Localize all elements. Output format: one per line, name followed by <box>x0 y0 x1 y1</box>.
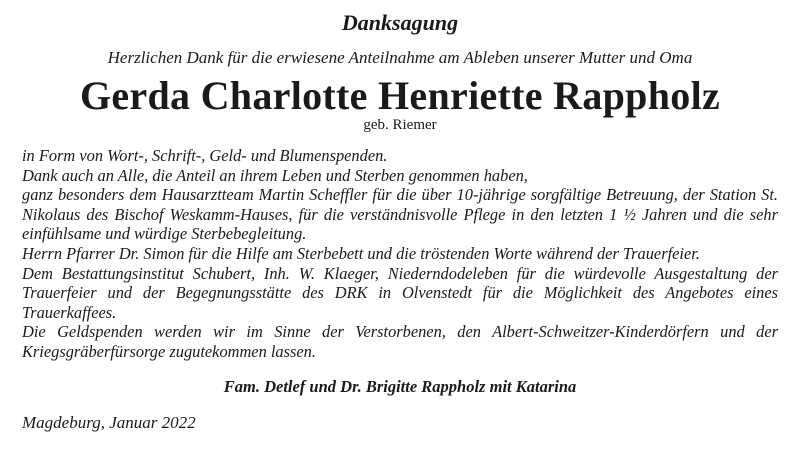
place-and-date: Magdeburg, Januar 2022 <box>22 412 196 432</box>
notice-body <box>22 146 778 362</box>
notice-heading: Danksagung <box>341 10 459 35</box>
body-paragraph: Dem Bestattungsinstitut Schubert, Inh. W. Klaeger, Niederndodeleben für die würdevolle Ausgestaltung der Trauerfeier und der Begegnungsstätte des DRK in Olvenstedt für die Möglichkeit des Angebotes eines Trauerkaffees. <box>22 263 778 322</box>
body-paragraph: Die Geldspenden werden wir im Sinne der Verstorbenen, den Albert-Schweitzer-Kinderdörfern und der Kriegsgräberfürsorge zugutekommen lassen. <box>22 322 778 361</box>
body-paragraph: Dank auch an Alle, die Anteil an ihrem Leben und Sterben genommen haben, <box>22 165 528 185</box>
body-paragraph: ganz besonders dem Hausarztteam Martin Scheffler für die über 10-jährige sorgfältige Betreuung, der Station St. Nikolaus des Bischof Weskamm-Hauses, für die verständnisvolle Pflege in den letzten 1 ½ Jahren und die sehr einfühlsame und würdige Sterbebegleitung. <box>22 185 778 244</box>
intro-line: Herzlichen Dank für die erwiesene Anteilnahme am Ableben unserer Mutter und Oma <box>107 48 693 67</box>
body-paragraph: Herrn Pfarrer Dr. Simon für die Hilfe am Sterbebett und die tröstenden Worte während der Trauerfeier. <box>22 243 700 263</box>
body-paragraph: in Form von Wort-, Schrift-, Geld- und Blumenspenden. <box>22 146 388 165</box>
birth-name: geb. Riemer <box>363 117 437 133</box>
deceased-name: Gerda Charlotte Henriette Rappholz <box>79 73 721 118</box>
family-signature: Fam. Detlef und Dr. Brigitte Rappholz mit Katarina <box>223 376 577 396</box>
